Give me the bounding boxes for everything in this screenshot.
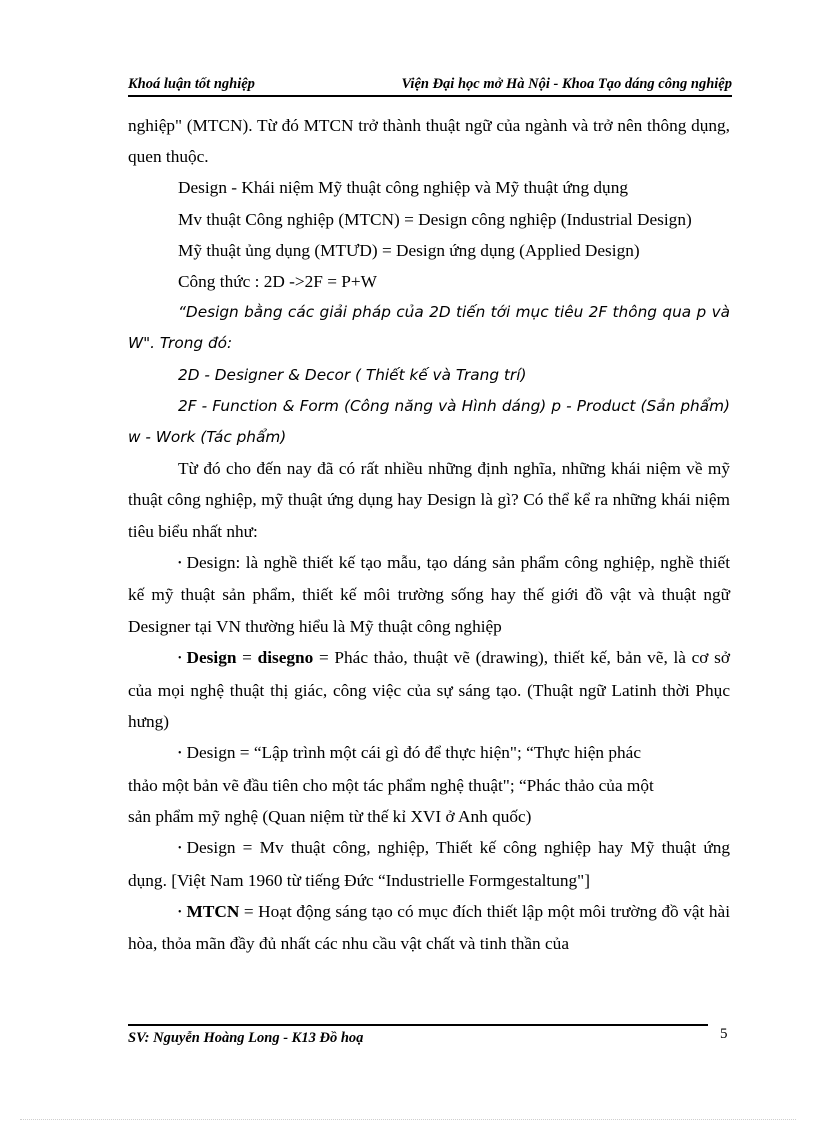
footer-student: SV: Nguyễn Hoàng Long - K13 Đồ hoạ (128, 1030, 364, 1046)
bullet-text: Design = Mv thuật công, nghiệp, Thiết kế công nghiệp hay Mỹ thuật ứng dụng. [Việt Nam 1960 từ tiếng Đức “Industrielle Formgestaltung"] (128, 837, 730, 890)
bullet-icon: • (178, 653, 182, 665)
bold-term: MTCN (186, 901, 240, 921)
paragraph: Mỹ thuật ủng dụng (MTƯD) = Design ứng dụng (Applied Design) (178, 240, 640, 260)
bullet-text: = (236, 647, 258, 667)
paragraph: nghiệp" (MTCN). Từ đó MTCN trở thành thuật ngữ của ngành và trở nên thông dụng, quen thuộc. (128, 116, 730, 167)
bullet-text-line: sản phẩm mỹ nghệ (Quan niệm từ thế kỉ XVI ở Anh quốc) (128, 806, 532, 826)
bullet-item (128, 896, 730, 960)
paragraph: Design - Khái niệm Mỹ thuật công nghiệp và Mỹ thuật ứng dụng (178, 178, 628, 198)
bold-term: disegno (257, 647, 314, 667)
footer-divider (128, 1024, 708, 1026)
page-edge-divider (20, 1119, 796, 1120)
paragraph: Công thức : 2D ->2F = P+W (178, 272, 377, 292)
bullet-icon: • (178, 843, 182, 855)
header-institute: Viện Đại học mở Hà Nội - Khoa Tạo dáng công nghiệp (401, 76, 732, 92)
paragraph: Từ đó cho đến nay đã có rất nhiều những định nghĩa, những khái niệm về mỹ thuật công nghiệp, mỹ thuật ứng dụng hay Design là gì? Có thể kể ra những khái niệm tiêu biểu nhất như: (128, 459, 730, 541)
paragraph: Mv thuật Công nghiệp (MTCN) = Design công nghiệp (Industrial Design) (178, 209, 692, 229)
bullet-icon: • (178, 907, 182, 919)
bullet-item (128, 642, 730, 737)
bullet-text-line: thảo một bản vẽ đầu tiên cho một tác phẩm nghệ thuật"; “Phác thảo của một (128, 775, 654, 795)
bullet-icon: • (178, 558, 182, 570)
bullet-icon: • (178, 748, 182, 760)
header-thesis-title: Khoá luận tốt nghiệp (128, 76, 255, 92)
page-header (128, 76, 732, 97)
bullet-text: = Hoạt động sáng tạo có mục đích thiết lập một môi trường đồ vật hài hòa, thỏa mãn đầy đủ nhất các nhu cầu vật chất và tinh thần của (128, 901, 730, 954)
bullet-item (128, 547, 730, 642)
bullet-text: Design: là nghề thiết kế tạo mẫu, tạo dáng sản phẩm công nghiệp, nghề thiết kế mỹ thuật sản phẩm, thiết kế môi trường sống hay thế giới đồ vật và thuật ngữ Designer tại VN thường hiểu là Mỹ thuật công nghiệp (128, 552, 730, 636)
bullet-text: = Phác thảo, thuật vẽ (drawing), thiết kế, bản vẽ, là cơ sở của mọi nghệ thuật thị giác, công việc của sự sáng tạo. (Thuật ngữ Latinh thời Phục hưng) (128, 647, 730, 731)
bullet-item (128, 737, 730, 832)
document-body (128, 110, 730, 960)
italic-paragraph: 2D - Designer & Decor ( Thiết kế và Trang trí) (178, 365, 527, 384)
italic-paragraph: “Design bằng các giải pháp của 2D tiến tới mục tiêu 2F thông qua p và W". Trong đó: (128, 303, 730, 353)
bold-term: Design (186, 647, 237, 667)
page-number: 5 (720, 1026, 728, 1042)
bullet-text-line: Design = “Lập trình một cái gì đó để thực hiện"; “Thực hiện phác (186, 742, 641, 762)
italic-paragraph: 2F - Function & Form (Công năng và Hình dáng) p - Product (Sản phẩm) w - Work (Tác phẩm) (128, 396, 730, 447)
bullet-item (128, 832, 730, 896)
